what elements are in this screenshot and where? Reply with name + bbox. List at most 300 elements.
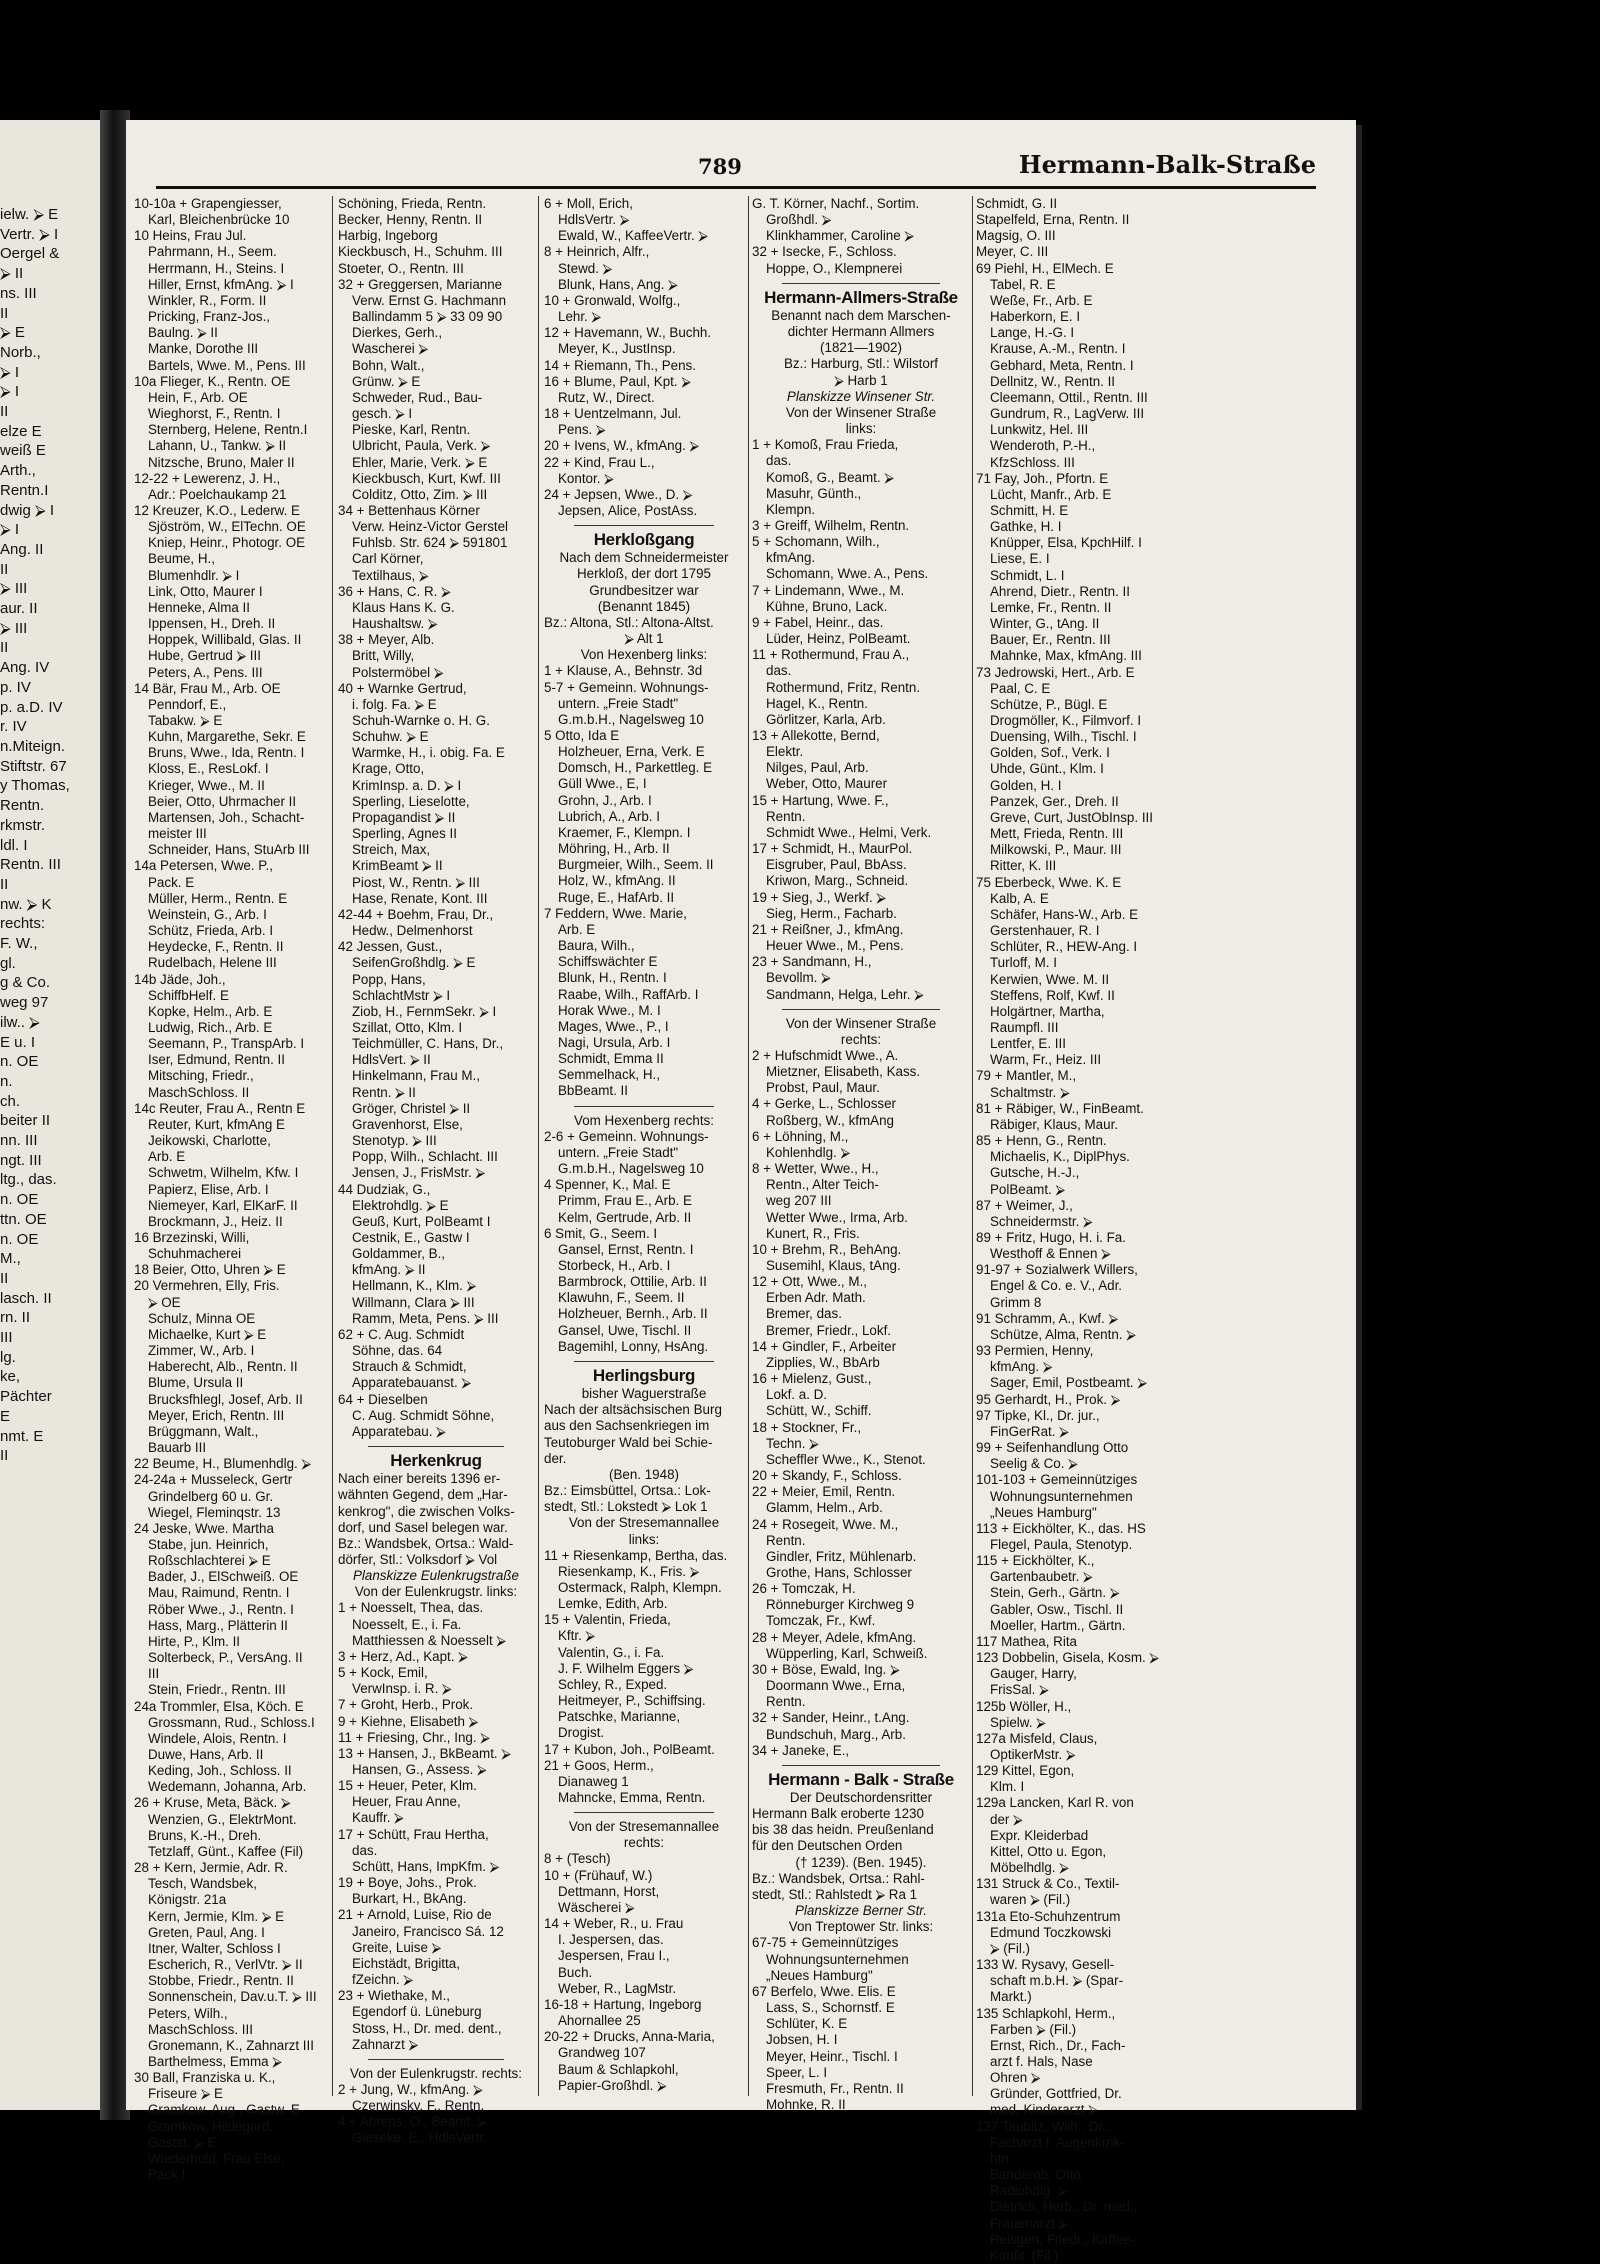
directory-entry: Hass, Marg., Plätterin II [148, 1617, 288, 1633]
directory-entry: FrisSal. ⮚ [990, 1682, 1049, 1698]
directory-entry: 97 Tipke, Kl., Dr. jur., [976, 1407, 1100, 1423]
directory-entry: 2 + Jung, W., kfmAng. ⮚ [338, 2081, 483, 2097]
previous-page-line: II [0, 639, 9, 657]
previous-page-line: II [0, 1269, 9, 1287]
directory-entry: Bauarb III [148, 1440, 207, 1456]
directory-entry: SeifenGroßhdlg. ⮚ E [352, 955, 476, 971]
previous-page-line: ⮚ E [0, 324, 25, 342]
directory-entry: 19 + Sieg, J., Werkf. ⮚ [752, 889, 886, 905]
directory-entry: Grimm 8 [990, 1294, 1042, 1310]
directory-entry: 14 + Riemann, Th., Pens. [544, 357, 696, 373]
directory-entry: 21 + Arnold, Luise, Rio de [338, 1907, 492, 1923]
directory-entry: Hansen, G., Assess. ⮚ [352, 1762, 487, 1777]
directory-entry: 12 Kreuzer, K.O., Lederw. E [134, 502, 300, 518]
directory-entry: 4 Spenner, K., Mal. E [544, 1177, 671, 1193]
directory-entry: Goldammer, B., [352, 1246, 446, 1262]
directory-entry: 20-22 + Drucks, Anna-Maria, [544, 2029, 715, 2045]
previous-page-line: F. W., [0, 935, 38, 953]
directory-entry: Ernst, Rich., Dr., Fach- [990, 2037, 1126, 2053]
previous-page-line: ch. [0, 1092, 21, 1110]
directory-entry: Tomczak, Fr., Kwf. [766, 1613, 876, 1629]
directory-entry: Knüpper, Elsa, KpchHilf. I [990, 535, 1142, 551]
directory-entry: Schuhmacherei [148, 1246, 242, 1262]
directory-entry: Bremer, Friedr., Lokf. [766, 1322, 892, 1338]
previous-page-line: weiß E [0, 442, 46, 460]
directory-entry: untern. „Freie Stadt" [558, 695, 679, 711]
previous-page-line: nw. ⮚ K [0, 895, 52, 913]
directory-entry: Piost, W., Rentn. ⮚ III [352, 874, 480, 890]
directory-entry: Grossmann, Rud., Schloss.I [148, 1714, 315, 1730]
directory-entry: Blunk, H., Rentn. I [558, 970, 667, 986]
directory-entry: Wascherei ⮚ [352, 341, 428, 357]
directory-entry: Storbeck, H., Arb. I [558, 1258, 671, 1273]
directory-entry: Hedw., Delmenhorst [352, 923, 473, 939]
directory-entry: Scheffler Wwe., K., Stenot. [766, 1451, 926, 1467]
directory-entry: Westhoff & Ennen ⮚ [990, 1246, 1111, 1262]
directory-entry: Tabel, R. E [990, 276, 1056, 292]
directory-entry: 22 + Meier, Emil, Rentn. [752, 1484, 896, 1500]
directory-entry: Grohn, J., Arb. I [558, 792, 652, 808]
directory-entry: Schweder, Rud., Bau- [352, 389, 483, 405]
directory-entry: 38 + Meyer, Alb. [338, 632, 435, 648]
directory-entry: Sperling, Agnes II [352, 826, 457, 842]
directory-entry: 85 + Henn, G., Rentn. [976, 1133, 1107, 1149]
previous-page-line: Ang. II [0, 540, 44, 558]
previous-page-line: ⮚ I [0, 521, 19, 539]
directory-entry: Steffens, Rolf, Kwf. II [990, 987, 1115, 1003]
directory-entry: Mett, Frieda, Rentn. III [990, 826, 1124, 842]
directory-entry: Gathke, H. I [990, 519, 1062, 535]
directory-entry: 11 + Rothermund, Frau A., [752, 647, 910, 663]
directory-entry: meister III [148, 826, 207, 842]
directory-entry: Milkowski, P., Maur. III [990, 842, 1122, 858]
directory-entry: FinGerRat. ⮚ [990, 1423, 1069, 1439]
directory-entry: Ruge, E., HafArb. II [558, 889, 675, 905]
directory-entry: 1 + Komoß, Frau Frieda, [752, 437, 899, 453]
directory-entry: Schneidermstr. ⮚ [990, 1213, 1093, 1229]
directory-entry: Nach der altsächsischen Burg [544, 1402, 722, 1418]
directory-entry: (1821—1902) [820, 340, 902, 356]
directory-entry: Rentn. [766, 808, 806, 824]
previous-page-line: ielw. ⮚ E [0, 206, 59, 223]
directory-entry: Von der Winsener Straße [785, 404, 937, 420]
directory-entry: Weße, Fr., Arb. E [990, 292, 1093, 308]
directory-entry: Holzheuer, Erna, Verk. E [558, 744, 705, 760]
directory-entry: 16 + Blume, Paul, Kpt. ⮚ [544, 373, 691, 389]
directory-entry: 13 + Hansen, J., BkBeamt. ⮚ [338, 1745, 511, 1761]
directory-entry: Kopke, Helm., Arb. E [148, 1003, 273, 1019]
previous-page-line: ⮚ II [0, 265, 24, 283]
directory-entry: Pieske, Karl, Rentn. [352, 422, 471, 438]
directory-entry: 28 + Meyer, Adele, kfmAng. [752, 1629, 917, 1645]
directory-entry: Gebhard, Meta, Rentn. I [990, 357, 1134, 373]
directory-entry: 24 + Jepsen, Wwe., D. ⮚ [544, 486, 693, 502]
directory-entry: bis 38 das heidn. Preußenland [752, 1822, 934, 1838]
directory-entry: 113 + Eickhölter, K., das. HS [976, 1520, 1146, 1536]
directory-page [126, 120, 1356, 2263]
directory-entry: Wenzien, G., ElektrMont. [148, 1811, 297, 1827]
directory-entry: Expr. Kleiderbad [990, 1827, 1089, 1843]
directory-entry: Mohnke, R. II [766, 2096, 846, 2112]
directory-entry: 64 + Dieselben [338, 1391, 428, 1407]
previous-page-line: n.Miteign. [0, 737, 66, 755]
directory-entry: Winter, G., tAng. II [990, 616, 1100, 632]
directory-entry: Stein, Gerh., Gärtn. ⮚ [990, 1585, 1120, 1601]
directory-entry: 117 Mathea, Rita [976, 1633, 1077, 1649]
directory-entry: 2-6 + Gemeinn. Wohnungs- [544, 1128, 709, 1144]
directory-entry: Weinstein, G., Arb. I [148, 906, 267, 922]
directory-entry: KfzSchloss. III [990, 454, 1075, 470]
directory-entry: 30 + Böse, Ewald, Ing. ⮚ [752, 1661, 900, 1677]
directory-entry: 32 + Sander, Heinr., t.Ang. [752, 1710, 910, 1726]
directory-entry: 7 + Lindemann, Wwe., M. [752, 582, 905, 598]
page-title: Hermann-Balk-Straße [1018, 150, 1316, 179]
directory-entry: Bevollm. ⮚ [766, 970, 831, 986]
directory-entry: Carl Körner, [352, 551, 424, 567]
directory-entry: 24a Trommler, Elsa, Köch. E [134, 1698, 304, 1714]
directory-entry: htn. [990, 2150, 1013, 2166]
directory-entry: Moeller, Hartm., Gärtn. [990, 1617, 1126, 1633]
directory-entry: Schwetm, Wilhelm, Kfw. I [148, 1165, 299, 1181]
directory-entry: Bundschuh, Marg., Arb. [766, 1726, 906, 1742]
directory-entry: Hinkelmann, Frau M., [352, 1068, 480, 1084]
column-divider [972, 196, 973, 2096]
directory-entry: J. F. Wilhelm Eggers ⮚ [558, 1660, 694, 1676]
directory-entry: Kunert, R., Fris. [766, 1225, 860, 1241]
directory-entry: Wieghorst, F., Rentn. I [148, 406, 281, 422]
page-number: 789 [698, 154, 742, 179]
directory-entry: Schütz, Frieda, Arb. I [148, 923, 274, 939]
directory-entry: Reisgen, Friedr., Kaffee- [990, 2231, 1135, 2247]
previous-page-line: ke, [0, 1368, 21, 1386]
directory-entry: Gröger, Christel ⮚ II [352, 1100, 471, 1116]
directory-entry: Gramkow, Hildegard, [148, 2118, 274, 2134]
directory-entry: Schütt, W., Schiff. [766, 1403, 872, 1419]
directory-entry: Bader, J., ElSchweiß. OE [148, 1569, 299, 1585]
directory-entry: Krage, Otto, [352, 761, 425, 777]
directory-entry: Mitsching, Friedr., [148, 1068, 254, 1084]
directory-entry: Rönneburger Kirchweg 9 [766, 1597, 915, 1613]
directory-entry: 9 + Kiehne, Elisabeth ⮚ [338, 1713, 479, 1729]
directory-entry: Tabakw. ⮚ E [148, 713, 223, 728]
directory-entry: Stoss, H., Dr. med. dent., [352, 2020, 502, 2036]
directory-entry: 6 Smit, G., Seem. I [544, 1225, 658, 1241]
directory-entry: 42-44 + Boehm, Frau, Dr., [338, 906, 494, 922]
directory-entry: Elektr. [766, 744, 804, 760]
directory-entry: Wetter Wwe., Irma, Arb. [766, 1209, 908, 1225]
directory-entry: 22 + Kind, Frau L., [544, 454, 655, 470]
directory-entry: stedt, Stl.: Rahlstedt ⮚ Ra 1 [752, 1886, 918, 1902]
directory-entry: 95 Gerhardt, H., Prok. ⮚ [976, 1391, 1121, 1407]
directory-entry: Kriwon, Marg., Schneid. [766, 873, 909, 889]
directory-entry: 125b Wöller, H., [976, 1698, 1072, 1714]
directory-entry: Königstr. 21a [148, 1892, 227, 1908]
directory-entry: Lüder, Heinz, PolBeamt. [766, 631, 911, 647]
directory-entry: 26 + Tomczak, H. [752, 1581, 856, 1597]
section-divider [782, 1765, 940, 1766]
directory-entry: Baum & Schlapkohl, [558, 2061, 679, 2077]
directory-entry: Stabe, jun. Heinrich, [148, 1536, 269, 1552]
directory-entry: 21 + Goos, Herm., [544, 1757, 654, 1773]
directory-entry: Tetzlaff, Günt., Kaffee (Fil) [148, 1843, 304, 1859]
directory-entry: Wiegel, Fleminqstr. 13 [148, 1504, 281, 1520]
directory-entry: Teichmüller, C. Hans, Dr., [352, 1036, 504, 1052]
directory-entry: Haberecht, Alb., Rentn. II [148, 1359, 298, 1375]
directory-entry: Facharzt f. Augenkrnk- [990, 2134, 1125, 2150]
directory-entry: Rentn., Alter Teich- [766, 1177, 879, 1193]
directory-entry: Ewald, W., KaffeeVertr. ⮚ [558, 228, 708, 244]
directory-entry: Schomann, Wwe. A., Pens. [766, 566, 929, 582]
street-heading: Herkloßgang [593, 530, 695, 550]
directory-entry: Lunkwitz, Hel. III [990, 422, 1089, 438]
directory-entry: Vom Hexenberg rechts: [574, 1112, 714, 1128]
directory-entry: Glamm, Helm., Arb. [766, 1500, 883, 1516]
directory-entry: Schiffswächter E [558, 954, 658, 970]
directory-entry: aus den Sachsenkriegen im [544, 1418, 710, 1434]
directory-entry: Bruns, K.-H., Dreh. [148, 1827, 262, 1843]
directory-entry: Burgmeier, Wilh., Seem. II [558, 857, 714, 873]
directory-entry: Pack I [148, 2167, 186, 2183]
directory-entry: Stenotyp. ⮚ III [352, 1133, 437, 1149]
directory-entry: Janeiro, Francisco Sá. 12 [352, 1923, 504, 1939]
directory-entry: Bz.: Wandsbek, Ortsa.: Wald- [338, 1535, 514, 1551]
column-divider [748, 196, 749, 2096]
directory-entry: Speer, L. I [766, 2064, 828, 2080]
directory-entry: Schäfer, Hans-W., Arb. E [990, 906, 1139, 922]
directory-entry: Bartels, Wwe. M., Pens. III [148, 357, 306, 373]
directory-entry: Von Treptower Str. links: [788, 1919, 934, 1935]
directory-entry: Turloff, M. I [990, 955, 1057, 971]
directory-entry: Seemann, P., TranspArb. I [148, 1036, 305, 1052]
directory-entry: Bauer, Er., Rentn. III [990, 632, 1111, 648]
column-divider [538, 196, 539, 2096]
directory-entry: ⮚ Alt 1 [624, 631, 664, 647]
directory-entry: ⮚ (Fil.) [990, 1940, 1030, 1956]
directory-entry: Möbelhdlg. ⮚ [990, 1860, 1069, 1876]
previous-page-line: Arth., [0, 462, 36, 480]
directory-entry: Jepsen, Alice, PostAss. [558, 502, 698, 518]
previous-page-line: n. OE [0, 1191, 39, 1209]
directory-entry: Doormann Wwe., Erna, [766, 1678, 906, 1694]
directory-entry: kfmAng. [766, 550, 816, 566]
previous-page-line: ⮚ III [0, 580, 28, 598]
directory-entry: Schaltmstr. ⮚ [990, 1084, 1070, 1100]
directory-entry: 42 Jessen, Gust., [338, 939, 443, 955]
previous-page-line: M., [0, 1250, 21, 1268]
directory-entry: Großhdl. ⮚ [766, 212, 832, 228]
directory-entry: 99 + Seifenhandlung Otto [976, 1440, 1129, 1456]
directory-entry: Schuh-Warnke o. H. G. [352, 713, 490, 728]
directory-entry: 16-18 + Hartung, Ingeborg [544, 1996, 702, 2012]
directory-entry: Baulng. ⮚ II [148, 325, 218, 341]
directory-entry: Ludwig, Rich., Arb. E [148, 1019, 273, 1035]
directory-entry: Dellnitz, W., Rentn. II [990, 373, 1116, 389]
directory-entry: Schlüter, R., HEW-Ang. I [990, 939, 1138, 955]
directory-entry: Von der Winsener Straße [785, 1015, 937, 1031]
directory-entry: Klinkhammer, Caroline ⮚ [766, 228, 914, 244]
directory-entry: Domsch, H., Parkettleg. E [558, 760, 713, 776]
directory-entry: Herrmann, H., Steins. I [148, 260, 285, 276]
directory-entry: Schütze, Alma, Rentn. ⮚ [990, 1326, 1136, 1342]
directory-entry: Weber, R., LagMstr. [558, 1980, 677, 1996]
directory-entry: 24 + Rosegeit, Wwe. M., [752, 1516, 899, 1532]
directory-entry: 5 Otto, Ida E [544, 728, 620, 743]
directory-entry: Bz.: Harburg, Stl.: Wilstorf [783, 356, 939, 372]
directory-entry: 8 + (Tesch) [544, 1851, 611, 1867]
directory-entry: Holz, W., kfmAng. II [558, 873, 676, 889]
directory-entry: Klaus Hans K. G. [352, 599, 455, 615]
directory-entry: 14a Petersen, Wwe. P., [134, 858, 273, 874]
directory-entry: Verw. Ernst G. Hachmann [352, 292, 507, 308]
previous-page-line: p. IV [0, 678, 31, 696]
directory-entry: Schlüter, K. E [766, 2016, 848, 2032]
directory-entry: Nagi, Ursula, Arb. I [558, 1034, 671, 1050]
previous-page-fragment [0, 120, 105, 2110]
previous-page-line: ttn. OE [0, 1210, 47, 1228]
directory-entry: Müller, Herm., Rentn. E [148, 890, 288, 906]
directory-entry: Beier, Otto, Uhrmacher II [148, 793, 297, 809]
directory-entry: 91 Schramm, A., Kwf. ⮚ [976, 1310, 1118, 1326]
directory-entry: Techn. ⮚ [766, 1435, 819, 1451]
directory-entry: Holgärtner, Martha, [990, 1003, 1105, 1019]
directory-entry: 1 + Noesselt, Thea, das. [338, 1600, 484, 1616]
directory-entry: VerwInsp. i. R. ⮚ [352, 1681, 452, 1697]
directory-entry: 10 + (Frühauf, W.) [544, 1867, 653, 1883]
directory-entry: Gastst. ⮚ E [148, 2134, 217, 2150]
previous-page-line: ⮚ I [0, 363, 19, 381]
directory-entry: med. Kinderarzt ⮚ [990, 2102, 1098, 2118]
directory-entry: 28 + Kern, Jermie, Adr. R. [134, 1860, 288, 1876]
previous-page-line: Norb., [0, 343, 41, 361]
directory-entry: Jobsen, H. I [766, 2032, 838, 2048]
directory-entry: dichter Hermann Allmers [787, 324, 935, 340]
directory-entry: Cleemann, Ottil., Rentn. III [990, 389, 1148, 405]
directory-entry: Roßschlachterei ⮚ E [148, 1553, 271, 1569]
previous-page-line: ns. III [0, 284, 37, 302]
directory-entry: Blumenhdlr. ⮚ I [148, 567, 240, 583]
directory-entry: Hase, Renate, Kont. III [352, 890, 488, 906]
previous-page-line: dwig ⮚ I [0, 501, 55, 519]
directory-entry: 23 + Wiethake, M., [338, 1988, 451, 2004]
previous-page-line: y Thomas, [0, 777, 70, 795]
directory-entry: Gronemann, K., Zahnarzt III [148, 2037, 314, 2053]
directory-entry: Horak Wwe., M. I [558, 1002, 661, 1018]
directory-entry: Engel & Co. e. V., Adr. [990, 1278, 1123, 1294]
directory-entry: Magsig, O. III [976, 228, 1056, 244]
directory-entry: Bagemihl, Lonny, HsAng. [558, 1338, 709, 1354]
directory-entry: Mietzner, Elisabeth, Kass. [766, 1064, 921, 1080]
directory-entry: Adr.: Poelchaukamp 21 [148, 486, 287, 502]
directory-entry: 32 + Greggersen, Marianne [338, 276, 503, 292]
directory-entry: Von der Stresemannallee [568, 1515, 720, 1531]
directory-entry: Apparatebau. ⮚ [352, 1423, 446, 1439]
directory-entry: i. folg. Fa. ⮚ E [352, 696, 437, 712]
directory-entry: Sternberg, Helene, Rentn.I [148, 422, 308, 438]
directory-entry: III [148, 1666, 160, 1682]
directory-entry: Grandweg 107 [558, 2045, 646, 2061]
directory-entry: 20 + Ivens, W., kfmAng. ⮚ [544, 438, 700, 454]
directory-entry: Wäscherei ⮚ [558, 1899, 635, 1915]
directory-entry: († 1239). (Ben. 1945). [795, 1854, 927, 1870]
directory-entry: Kuhn, Margarethe, Sekr. E [148, 729, 306, 745]
directory-entry: Lücht, Manfr., Arb. E [990, 486, 1112, 502]
directory-entry: Ippensen, H., Dreh. II [148, 616, 276, 632]
directory-entry: 131a Eto-Schuhzentrum [976, 1908, 1121, 1924]
directory-entry: 8 + Wetter, Wwe., H., [752, 1161, 879, 1177]
directory-entry: Görlitzer, Karla, Arb. [766, 711, 886, 727]
directory-entry: Kühne, Bruno, Lack. [766, 598, 888, 614]
directory-entry: Karl, Bleichenbrücke 10 [148, 212, 290, 228]
directory-entry: Von der Eulenkrugstr. rechts: [350, 2065, 522, 2081]
directory-entry: 67-75 + Gemeinnütziges [752, 1935, 899, 1951]
directory-entry: 127a Misfeld, Claus, [976, 1730, 1098, 1746]
directory-entry: MaschSchloss. II [148, 1084, 250, 1100]
directory-entry: Link, Otto, Maurer I [148, 583, 263, 599]
directory-entry: Spielw. ⮚ [990, 1714, 1046, 1730]
directory-entry: Peters, A., Pens. III [148, 664, 263, 680]
section-divider [782, 283, 940, 284]
directory-entry: 137 Taubitz, Wilh., Dr., [976, 2118, 1110, 2134]
directory-entry: Pahrmann, H., Seem. [148, 244, 277, 260]
directory-entry: 75 Eberbeck, Wwe. K. E [976, 874, 1122, 890]
previous-page-line: Rentn.I [0, 481, 49, 499]
directory-entry: Roßberg, W., kfmAng [766, 1112, 894, 1128]
directory-entry: 3 + Greiff, Wilhelm, Rentn. [752, 517, 910, 533]
section-divider [782, 1009, 940, 1010]
directory-entry: Der Deutschordensritter [789, 1790, 933, 1805]
directory-entry: Liese, E. I [990, 551, 1050, 567]
directory-entry: Kieckbusch, H., Schuhm. III [338, 244, 503, 260]
directory-entry: Ohren ⮚ [990, 2070, 1041, 2086]
directory-entry: Kniep, Heinr., Photogr. OE [148, 535, 306, 551]
directory-entry: Hirte, P., Klm. II [148, 1633, 241, 1649]
directory-entry: Duensing, Wilh., Tischl. I [990, 729, 1137, 745]
directory-entry: Heuer Wwe., M., Pens. [766, 938, 904, 954]
directory-entry: 93 Permien, Henny, [976, 1343, 1094, 1359]
street-heading: Hermann - Balk - Straße [768, 1769, 954, 1789]
directory-entry: Meyer, Heinr., Tischl. I [766, 2048, 898, 2064]
directory-entry: Colditz, Otto, Zim. ⮚ III [352, 486, 488, 502]
directory-entry: Mahnke, Max, kfmAng. III [990, 648, 1142, 664]
directory-entry: 26 + Kruse, Meta, Bäck. ⮚ [134, 1795, 291, 1811]
directory-entry: (Ben. 1948) [609, 1466, 679, 1482]
directory-entry: Ritter, K. III [990, 858, 1057, 874]
directory-entry: Britt, Willy, [352, 648, 415, 664]
directory-entry: Sager, Emil, Postbeamt. ⮚ [990, 1375, 1147, 1391]
directory-entry: Papier-Großhdl. ⮚ [558, 2077, 667, 2093]
directory-entry: Niemeyer, Karl, ElKarF. II [148, 1197, 298, 1213]
directory-entry: Streich, Max, [352, 842, 431, 858]
directory-entry: G. T. Körner, Nachf., Sortim. [752, 196, 920, 211]
directory-entry: dörfer, Stl.: Volksdorf ⮚ Vol [338, 1551, 498, 1567]
directory-entry: Masuhr, Günth., [766, 485, 862, 501]
directory-entry: Drogist. [558, 1725, 605, 1741]
directory-entry: Pens. ⮚ [558, 422, 606, 438]
directory-entry: Ulbricht, Paula, Verk. ⮚ [352, 438, 491, 454]
directory-entry: Schley, R., Exped. [558, 1676, 668, 1692]
directory-entry: 67 Berfelo, Wwe. Elis. E [752, 1983, 896, 1999]
directory-entry: Popp, Hans, [352, 971, 426, 987]
directory-entry: Arb. E [558, 921, 596, 937]
directory-entry: Raumpfl. III [990, 1019, 1059, 1035]
directory-entry: 30 Ball, Franziska u. K., [134, 2070, 276, 2086]
directory-entry: „Neues Hamburg" [766, 1967, 873, 1983]
directory-entry: Nach dem Schneidermeister [559, 550, 729, 566]
column-2 [338, 196, 534, 2146]
directory-entry: Egendorf ü. Lüneburg [352, 2004, 482, 2020]
directory-entry: Wiederhold, Frau Else, [148, 2150, 285, 2166]
directory-entry: Güll Wwe., E, I [558, 776, 647, 792]
